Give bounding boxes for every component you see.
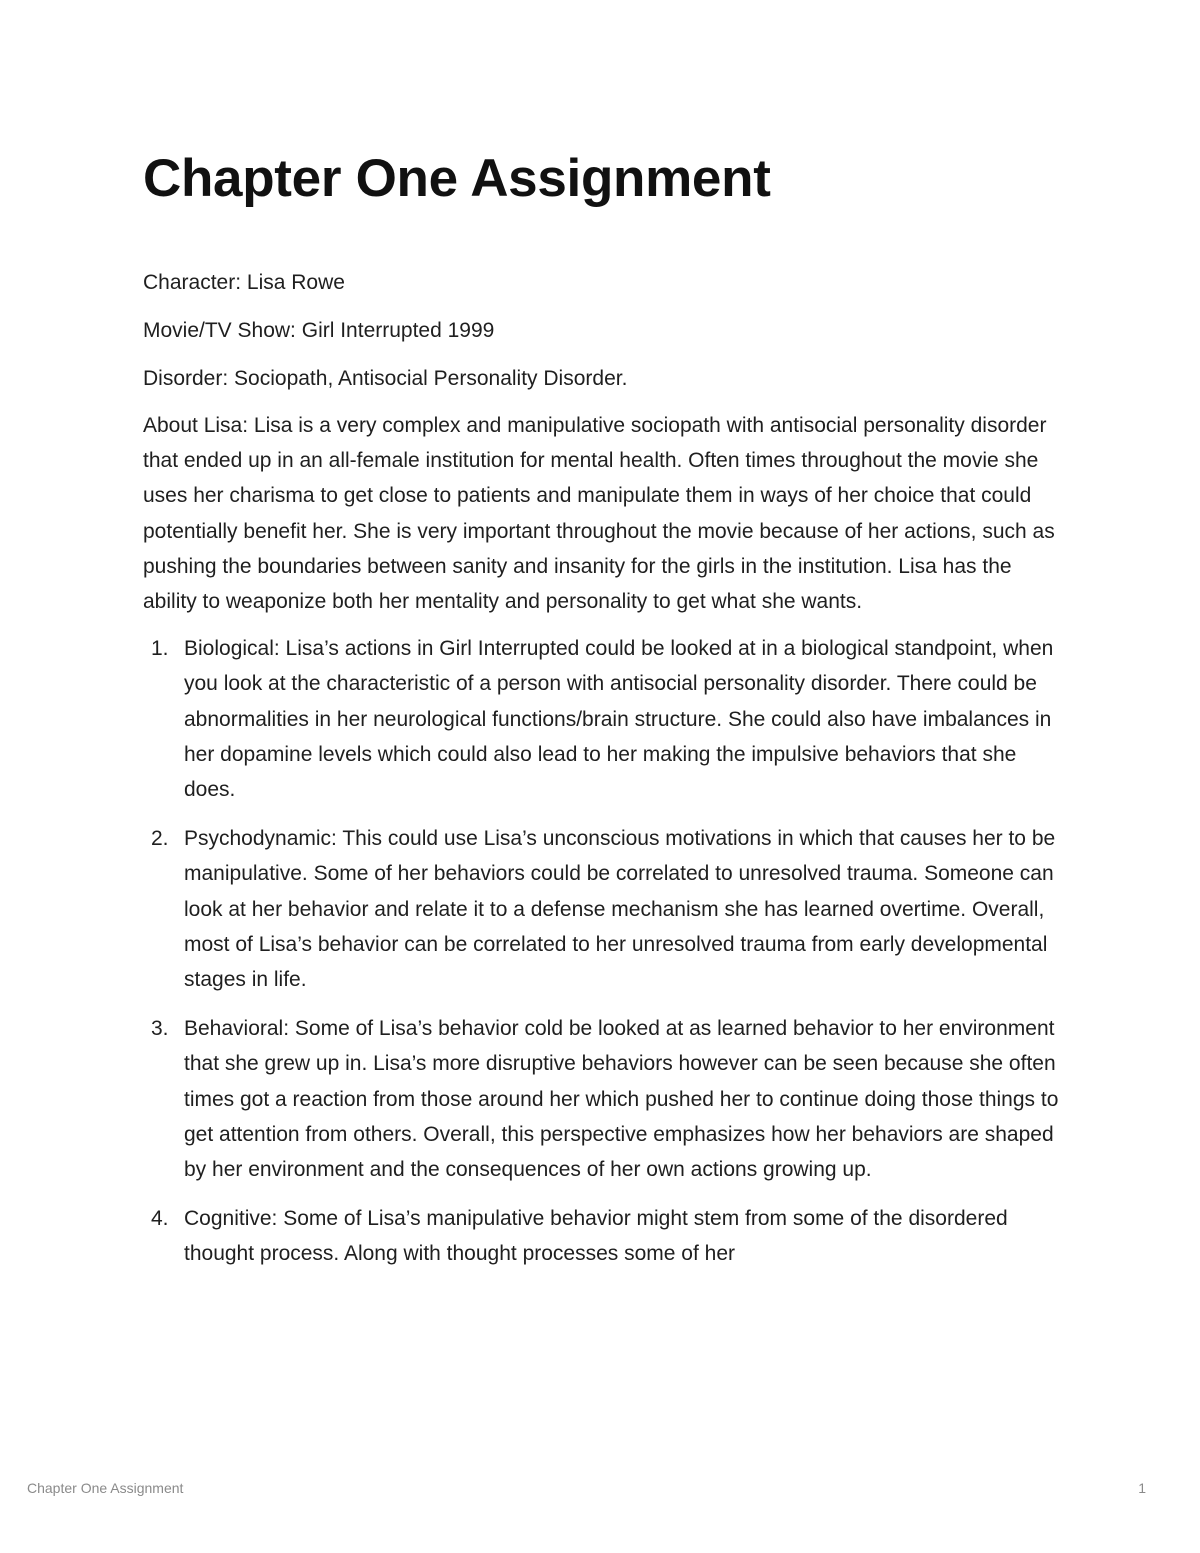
list-item: [143, 1011, 1068, 1187]
list-item-text: Behavioral: Some of Lisa’s behavior cold be looked at as learned behavior to her environment that she grew up in. Lisa’s more disruptive behaviors however can be seen because she often times got a reaction from those around her which pushed her to continue doing those things to get attention from others. Overall, this perspective emphasizes how her behaviors are shaped by her environment and the consequences of her own actions growing up.: [184, 1017, 1059, 1182]
document-body: [143, 145, 1068, 1286]
list-item: [143, 631, 1068, 807]
disorder-label: Disorder:: [143, 367, 229, 390]
list-item: [143, 821, 1068, 997]
list-item: [143, 1201, 1068, 1271]
movie-value: Girl Interrupted 1999: [301, 319, 495, 342]
footer-title: Chapter One Assignment: [27, 1480, 184, 1496]
list-item-number: 3.: [151, 1017, 169, 1041]
movie-field: [143, 313, 1068, 348]
character-label: Character:: [143, 271, 242, 294]
list-item-text: Psychodynamic: This could use Lisa’s unconscious motivations in which that causes her to be manipulative. Some of her behaviors could be correlated to unresolved trauma. Someone can look at her behavior and relate it to a defense mechanism she has learned overtime. Overall, most of Lisa’s behavior can be correlated to her unresolved trauma from early developmental stages in life.: [184, 827, 1056, 992]
page-number: 1: [1138, 1480, 1146, 1496]
disorder-field: [143, 361, 1068, 396]
perspectives-list: [143, 631, 1068, 1271]
list-item-number: 2.: [151, 827, 169, 851]
character-value: Lisa Rowe: [246, 271, 345, 294]
movie-label: Movie/TV Show:: [143, 319, 296, 342]
about-paragraph: About Lisa: Lisa is a very complex and manipulative sociopath with antisocial personality disorder that ended up in an all-female institution for mental health. Often times throughout the movie she uses her charisma to get close to patients and manipulate them in ways of her choice that could potentially benefit her. She is very important throughout the movie because of her actions, such as pushing the boundaries between sanity and insanity for the girls in the institution. Lisa has the ability to weaponize both her mentality and personality to get what she wants.: [143, 414, 1055, 614]
page-title: Chapter One Assignment: [143, 149, 771, 208]
list-item-number: 4.: [151, 1207, 169, 1231]
character-field: [143, 265, 1068, 300]
list-item-text: Cognitive: Some of Lisa’s manipulative behavior might stem from some of the disordered thought process. Along with thought processes some of her: [184, 1207, 1008, 1266]
disorder-value: Sociopath, Antisocial Personality Disorder.: [234, 367, 628, 390]
list-item-text: Biological: Lisa’s actions in Girl Interrupted could be looked at in a biological standpoint, when you look at the characteristic of a person with antisocial personality disorder. There could be abnormalities in her neurological functions/brain structure. She could also have imbalances in her dopamine levels which could also lead to her making the impulsive behaviors that she does.: [184, 637, 1054, 802]
list-item-number: 1.: [151, 637, 169, 661]
